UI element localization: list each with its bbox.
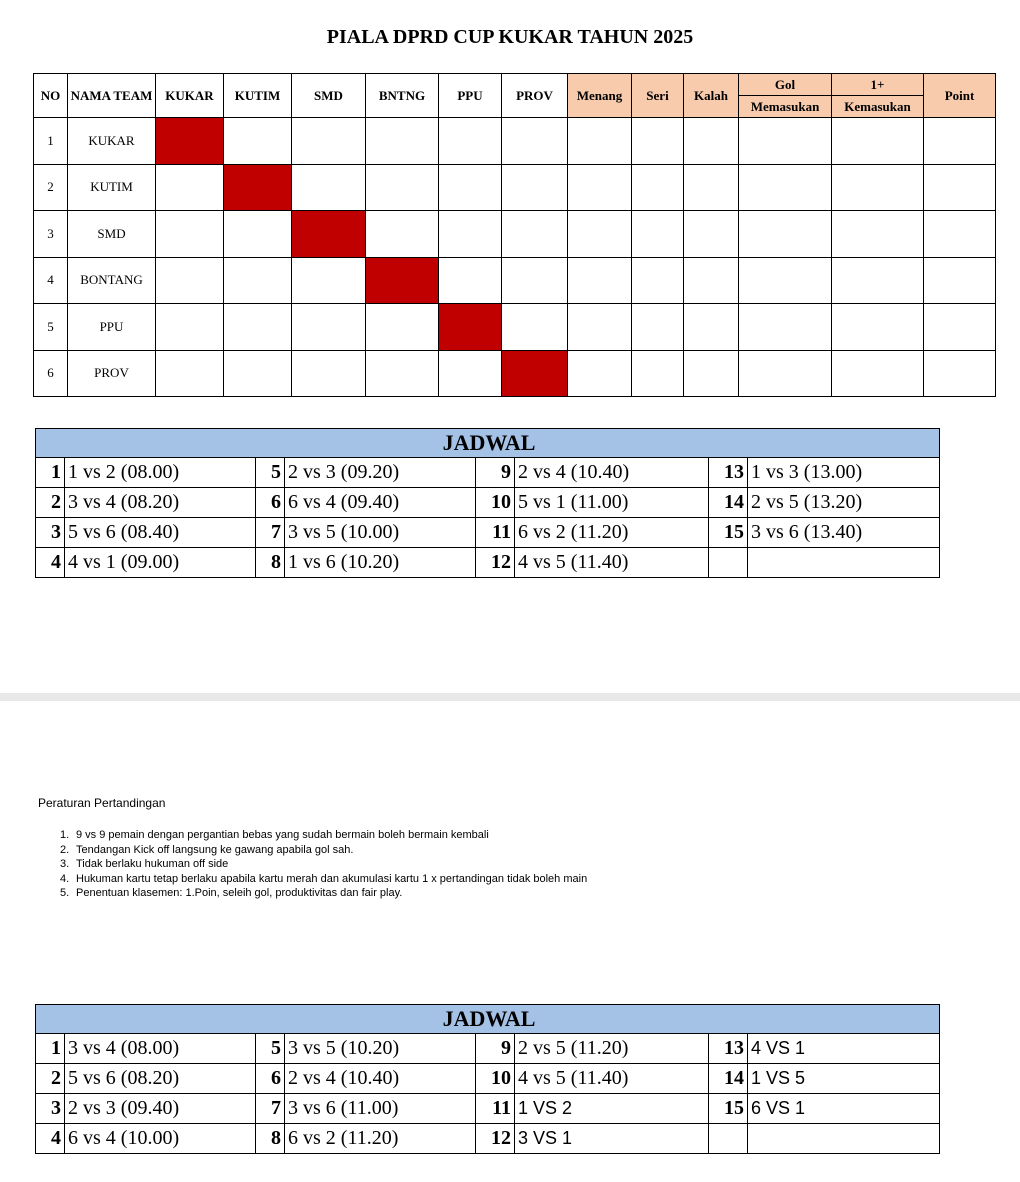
match-number [709,1124,748,1154]
match-number: 1 [36,1034,65,1064]
seri-cell [632,164,684,211]
match-number: 13 [709,1034,748,1064]
schedule-table-1 [35,428,940,578]
match-fixture: 3 vs 4 (08.20) [65,488,256,518]
rule-text: Tidak berlaku hukuman off side [76,858,229,870]
kemasukan-cell [832,118,924,165]
standings-row [34,211,996,258]
kalah-cell [684,164,739,211]
kemasukan-cell [832,211,924,258]
standings-row [34,350,996,397]
match-number: 4 [36,548,65,578]
kalah-cell [684,350,739,397]
result-cell [366,118,439,165]
match-fixture: 2 vs 3 (09.40) [65,1094,256,1124]
rule-item [60,872,587,887]
match-number: 13 [709,458,748,488]
match-fixture: 6 vs 2 (11.20) [285,1124,476,1154]
schedule-row [36,488,940,518]
rule-text: Hukuman kartu tetap berlaku apabila kartu merah dan akumulasi kartu 1 x pertandingan tidak boleh main [76,872,588,885]
kalah-cell [684,211,739,258]
result-cell [366,164,439,211]
header-no: NO [34,74,68,118]
kemasukan-cell [832,304,924,351]
match-number: 8 [256,548,285,578]
result-cell [224,257,292,304]
header-opponent-ppu: PPU [439,74,502,118]
menang-cell [568,164,632,211]
header-seri: Seri [632,74,684,118]
match-number: 2 [36,1064,65,1094]
rules-list [60,828,587,901]
match-number: 10 [476,1064,515,1094]
memasukan-cell [739,304,832,351]
result-cell [439,118,502,165]
result-cell [224,350,292,397]
row-number: 3 [34,211,68,258]
standings-row [34,164,996,211]
match-fixture: 1 vs 3 (13.00) [748,458,940,488]
memasukan-cell [739,118,832,165]
match-fixture: 1 vs 2 (08.00) [65,458,256,488]
result-cell [439,211,502,258]
result-cell [439,350,502,397]
match-fixture: 3 vs 6 (11.00) [285,1094,476,1124]
match-number: 10 [476,488,515,518]
match-fixture: 2 vs 4 (10.40) [285,1064,476,1094]
rule-item [60,828,587,843]
match-number: 12 [476,548,515,578]
header-opponent-prov: PROV [502,74,568,118]
header-plus: 1+ [832,74,923,96]
match-number: 7 [256,1094,285,1124]
header-opponent-bntng: BNTNG [366,74,439,118]
match-number: 9 [476,1034,515,1064]
page-title: PIALA DPRD CUP KUKAR TAHUN 2025 [326,26,694,48]
match-number: 15 [709,518,748,548]
match-number: 7 [256,518,285,548]
match-fixture: 6 vs 4 (09.40) [285,488,476,518]
menang-cell [568,350,632,397]
schedule-row [36,1064,940,1094]
row-number: 1 [34,118,68,165]
result-cell [292,304,366,351]
header-menang: Menang [568,74,632,118]
match-fixture: 1 vs 6 (10.20) [285,548,476,578]
point-cell [924,350,996,397]
header-kemasukan: Kemasukan [844,98,911,114]
match-fixture: 4 vs 1 (09.00) [65,548,256,578]
result-cell [366,304,439,351]
match-fixture [748,548,940,578]
kemasukan-cell [832,257,924,304]
match-number: 11 [476,518,515,548]
match-number: 15 [709,1094,748,1124]
memasukan-cell [739,350,832,397]
kalah-cell [684,304,739,351]
match-number [709,548,748,578]
rule-item [60,886,587,901]
row-number: 6 [34,350,68,397]
match-fixture: 1 VS 2 [515,1094,709,1124]
seri-cell [632,118,684,165]
match-fixture: 6 vs 4 (10.00) [65,1124,256,1154]
result-cell [292,118,366,165]
point-cell [924,257,996,304]
match-fixture: 2 vs 5 (13.20) [748,488,940,518]
match-fixture: 2 vs 5 (11.20) [515,1034,709,1064]
memasukan-cell [739,211,832,258]
kemasukan-cell [832,350,924,397]
match-number: 5 [256,458,285,488]
match-fixture: 3 vs 5 (10.20) [285,1034,476,1064]
match-number: 11 [476,1094,515,1124]
match-number: 6 [256,1064,285,1094]
result-cell [502,257,568,304]
match-fixture: 1 VS 5 [748,1064,940,1094]
rule-number: 3. [60,858,70,870]
header-gol-memasukan [739,74,832,118]
blocked-cell [439,304,502,351]
menang-cell [568,118,632,165]
match-fixture: 2 vs 4 (10.40) [515,458,709,488]
rules-title: Peraturan Pertandingan [38,796,166,810]
match-fixture: 2 vs 3 (09.20) [285,458,476,488]
header-point: Point [924,74,996,118]
result-cell [292,164,366,211]
result-cell [224,211,292,258]
match-number: 4 [36,1124,65,1154]
schedule-row [36,548,940,578]
match-number: 2 [36,488,65,518]
header-team: NAMA TEAM [68,74,156,118]
rule-number: 4. [60,872,70,885]
header-kalah: Kalah [684,74,739,118]
result-cell [502,164,568,211]
standings-table [33,73,996,397]
schedule-row [36,1124,940,1154]
match-fixture: 5 vs 1 (11.00) [515,488,709,518]
header-opponent-smd: SMD [292,74,366,118]
match-fixture: 5 vs 6 (08.20) [65,1064,256,1094]
match-fixture: 6 VS 1 [748,1094,940,1124]
result-cell [366,211,439,258]
point-cell [924,164,996,211]
match-number: 3 [36,518,65,548]
result-cell [292,257,366,304]
seri-cell [632,304,684,351]
menang-cell [568,257,632,304]
kalah-cell [684,118,739,165]
seri-cell [632,211,684,258]
memasukan-cell [739,257,832,304]
schedule-row [36,1094,940,1124]
point-cell [924,211,996,258]
result-cell [439,164,502,211]
blocked-cell [292,211,366,258]
point-cell [924,304,996,351]
match-fixture [748,1124,940,1154]
row-number: 2 [34,164,68,211]
result-cell [292,350,366,397]
menang-cell [568,304,632,351]
match-number: 3 [36,1094,65,1124]
header-gol: Gol [739,74,831,96]
team-name: SMD [68,211,156,258]
schedule-1-title: JADWAL [36,429,940,458]
rule-number: 2. [60,843,70,856]
schedule-row [36,518,940,548]
match-fixture: 3 vs 4 (08.00) [65,1034,256,1064]
result-cell [502,211,568,258]
blocked-cell [366,257,439,304]
rule-item [60,843,587,858]
result-cell [156,164,224,211]
rule-text: Penentuan klasemen: 1.Poin, seleih gol, produktivitas dan fair play. [76,887,403,899]
rule-text: Tendangan Kick off langsung ke gawang apabila gol sah. [76,843,354,856]
match-number: 9 [476,458,515,488]
match-number: 12 [476,1124,515,1154]
blocked-cell [224,164,292,211]
result-cell [502,118,568,165]
rule-item [60,857,587,872]
header-opponent-kukar: KUKAR [156,74,224,118]
team-name: BONTANG [68,257,156,304]
schedule-2-title: JADWAL [36,1005,940,1034]
team-name: PPU [68,304,156,351]
match-fixture: 3 vs 5 (10.00) [285,518,476,548]
kalah-cell [684,257,739,304]
result-cell [366,350,439,397]
match-fixture: 3 vs 6 (13.40) [748,518,940,548]
kemasukan-cell [832,164,924,211]
result-cell [439,257,502,304]
seri-cell [632,350,684,397]
match-number: 6 [256,488,285,518]
row-number: 4 [34,257,68,304]
result-cell [224,304,292,351]
result-cell [156,350,224,397]
result-cell [156,304,224,351]
row-number: 5 [34,304,68,351]
match-number: 14 [709,488,748,518]
schedule-table-2 [35,1004,940,1154]
standings-header-row [34,74,996,118]
blocked-cell [502,350,568,397]
match-fixture: 5 vs 6 (08.40) [65,518,256,548]
rule-number: 5. [60,887,70,899]
team-name: KUTIM [68,164,156,211]
match-number: 8 [256,1124,285,1154]
standings-row [34,118,996,165]
header-opponent-kutim: KUTIM [224,74,292,118]
menang-cell [568,211,632,258]
match-fixture: 4 VS 1 [748,1034,940,1064]
header-memasukan: Memasukan [750,98,820,114]
result-cell [156,257,224,304]
match-number: 5 [256,1034,285,1064]
schedule-row [36,458,940,488]
memasukan-cell [739,164,832,211]
standings-row [34,304,996,351]
seri-cell [632,257,684,304]
rule-number: 1. [60,829,70,841]
match-fixture: 3 VS 1 [515,1124,709,1154]
standings-row [34,257,996,304]
team-name: PROV [68,350,156,397]
page-divider [0,693,1020,701]
result-cell [502,304,568,351]
blocked-cell [156,118,224,165]
schedule-row [36,1034,940,1064]
team-name: KUKAR [68,118,156,165]
result-cell [156,211,224,258]
result-cell [224,118,292,165]
match-number: 1 [36,458,65,488]
match-fixture: 4 vs 5 (11.40) [515,548,709,578]
match-fixture: 6 vs 2 (11.20) [515,518,709,548]
match-fixture: 4 vs 5 (11.40) [515,1064,709,1094]
match-number: 14 [709,1064,748,1094]
point-cell [924,118,996,165]
header-kemasukan-group [832,74,924,118]
rule-text: 9 vs 9 pemain dengan pergantian bebas yang sudah bermain boleh bermain kembali [76,829,489,841]
